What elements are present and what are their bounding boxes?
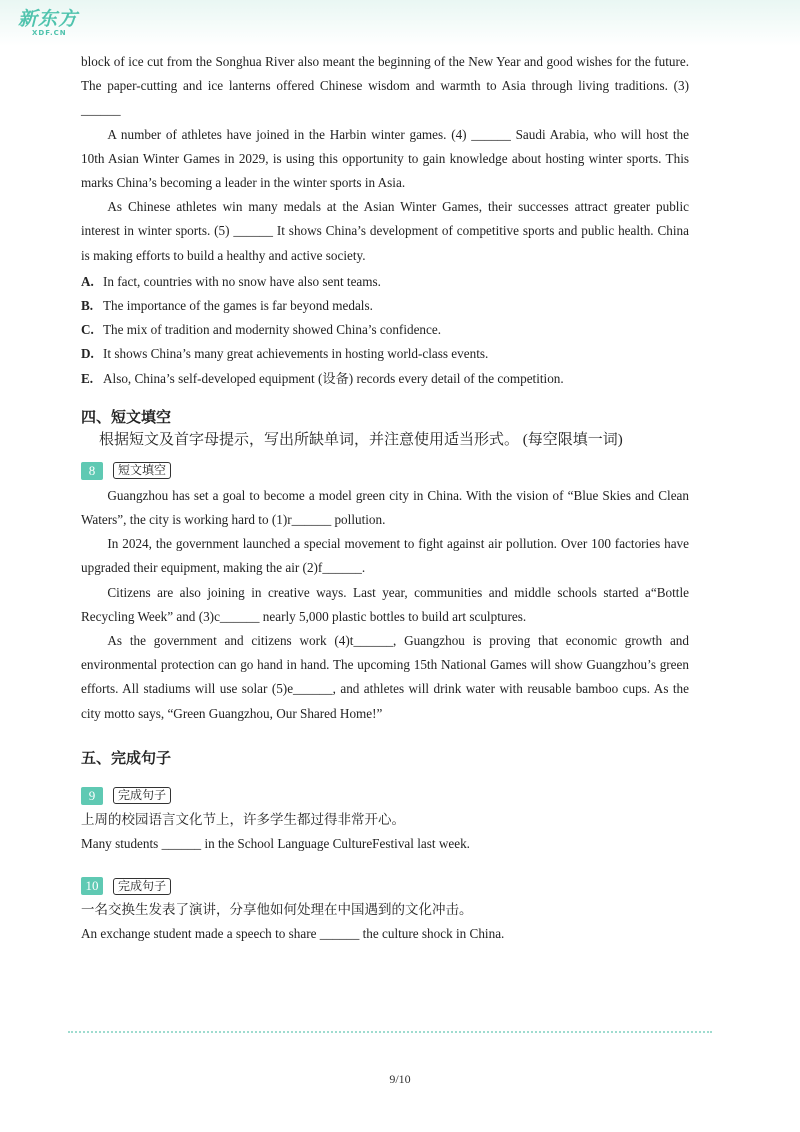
passage-paragraph: Guangzhou has set a goal to become a model green city in China. With the vision of “Blue Skies and Clean Waters”, the city is working hard to (1)r______ pollution. bbox=[81, 487, 689, 528]
question-header bbox=[81, 459, 689, 483]
question-number-badge: 9 bbox=[81, 787, 103, 805]
option-item bbox=[81, 294, 689, 318]
brand-logo bbox=[18, 8, 82, 40]
passage-paragraph: In 2024, the government launched a special movement to fight against air pollution. Over 100 factories have upgraded their equipment, making the air (2)f______. bbox=[81, 536, 689, 576]
english-sentence: An exchange student made a speech to share ______ the culture shock in China. bbox=[81, 926, 505, 942]
option-letter: E. bbox=[81, 370, 94, 386]
option-letter: B. bbox=[81, 298, 94, 314]
option-text: It shows China’s many great achievements in hosting world-class events. bbox=[103, 346, 489, 362]
question-number-badge: 10 bbox=[81, 877, 103, 895]
question-type-tag: 短文填空 bbox=[113, 462, 171, 479]
passage-paragraph: block of ice cut from the Songhua River also meant the beginning of the New Year and good wishes for the future. The paper-cutting and ice lanterns offered Chinese wisdom and warmth to Asia through living traditions. (3) ______ bbox=[81, 54, 689, 118]
option-text: Also, China’s self-developed equipment (设备) records every detail of the competition. bbox=[103, 370, 564, 386]
option-item bbox=[81, 342, 689, 366]
passage-paragraph: A number of athletes have joined in the Harbin winter games. (4) ______ Saudi Arabia, who will host the 10th Asian Winter Games in 2029, is using this opportunity to gain knowledge about hosting winter sports. This marks China’s becoming a leader in the winter sports in Asia. bbox=[81, 126, 689, 191]
question-header bbox=[81, 874, 689, 898]
option-letter: D. bbox=[81, 346, 94, 362]
previous-passage bbox=[81, 50, 689, 268]
section-instruction: 根据短文及首字母提示，写出所缺单词，并注意使用适当形式。 (每空限填一词) bbox=[99, 431, 623, 448]
passage-paragraph: As the government and citizens work (4)t______, Guangzhou is proving that economic growth and environmental protection can go hand in hand. The upcoming 15th National Games will show Guangzhou’s green efforts. All stadiums will use solar (5)e______, and athletes will drink water with reusable bamboo cups. As the city motto says, “Green Guangzhou, Our Shared Home!” bbox=[81, 633, 689, 721]
section-4 bbox=[81, 407, 689, 726]
option-item bbox=[81, 270, 689, 294]
section-5 bbox=[81, 748, 689, 946]
question-type-tag: 完成句子 bbox=[113, 787, 171, 804]
passage-paragraph: As Chinese athletes win many medals at the Asian Winter Games, their successes attract greater public interest in winter sports. (5) ______ It shows China’s development of competitive sports and public health. China is making efforts to build a healthy and active society. bbox=[81, 199, 689, 263]
question-number-badge: 8 bbox=[81, 462, 103, 480]
chinese-prompt: 一名交换生发表了演讲，分享他如何处理在中国遇到的文化冲击。 bbox=[81, 902, 473, 918]
header-band bbox=[0, 0, 800, 46]
question-type-tag: 完成句子 bbox=[113, 878, 171, 895]
option-item bbox=[81, 367, 689, 391]
option-text: The importance of the games is far beyond medals. bbox=[103, 298, 373, 314]
cloze-passage bbox=[81, 484, 689, 726]
option-letter: A. bbox=[81, 273, 94, 289]
page-content bbox=[81, 50, 689, 946]
option-letter: C. bbox=[81, 322, 94, 338]
option-item bbox=[81, 318, 689, 342]
logo-subtext: XDF.CN bbox=[32, 29, 67, 37]
question-header bbox=[81, 784, 689, 808]
option-text: In fact, countries with no snow have also sent teams. bbox=[103, 273, 381, 289]
page-number: 9/10 bbox=[389, 1072, 411, 1086]
section-title: 四、短文填空 bbox=[81, 409, 172, 426]
option-list bbox=[81, 270, 689, 391]
logo-text: 新东方 bbox=[18, 8, 79, 30]
option-text: The mix of tradition and modernity showed China’s confidence. bbox=[103, 322, 442, 338]
dotted-divider bbox=[68, 1031, 712, 1033]
section-title: 五、完成句子 bbox=[81, 750, 172, 767]
passage-paragraph: Citizens are also joining in creative ways. Last year, communities and middle schools started a“Bottle Recycling Week” and (3)c______ nearly 5,000 plastic bottles to build art sculptures. bbox=[81, 584, 689, 624]
chinese-prompt: 上周的校园语言文化节上，许多学生都过得非常开心。 bbox=[81, 811, 405, 827]
english-sentence: Many students ______ in the School Language CultureFestival last week. bbox=[81, 835, 470, 851]
